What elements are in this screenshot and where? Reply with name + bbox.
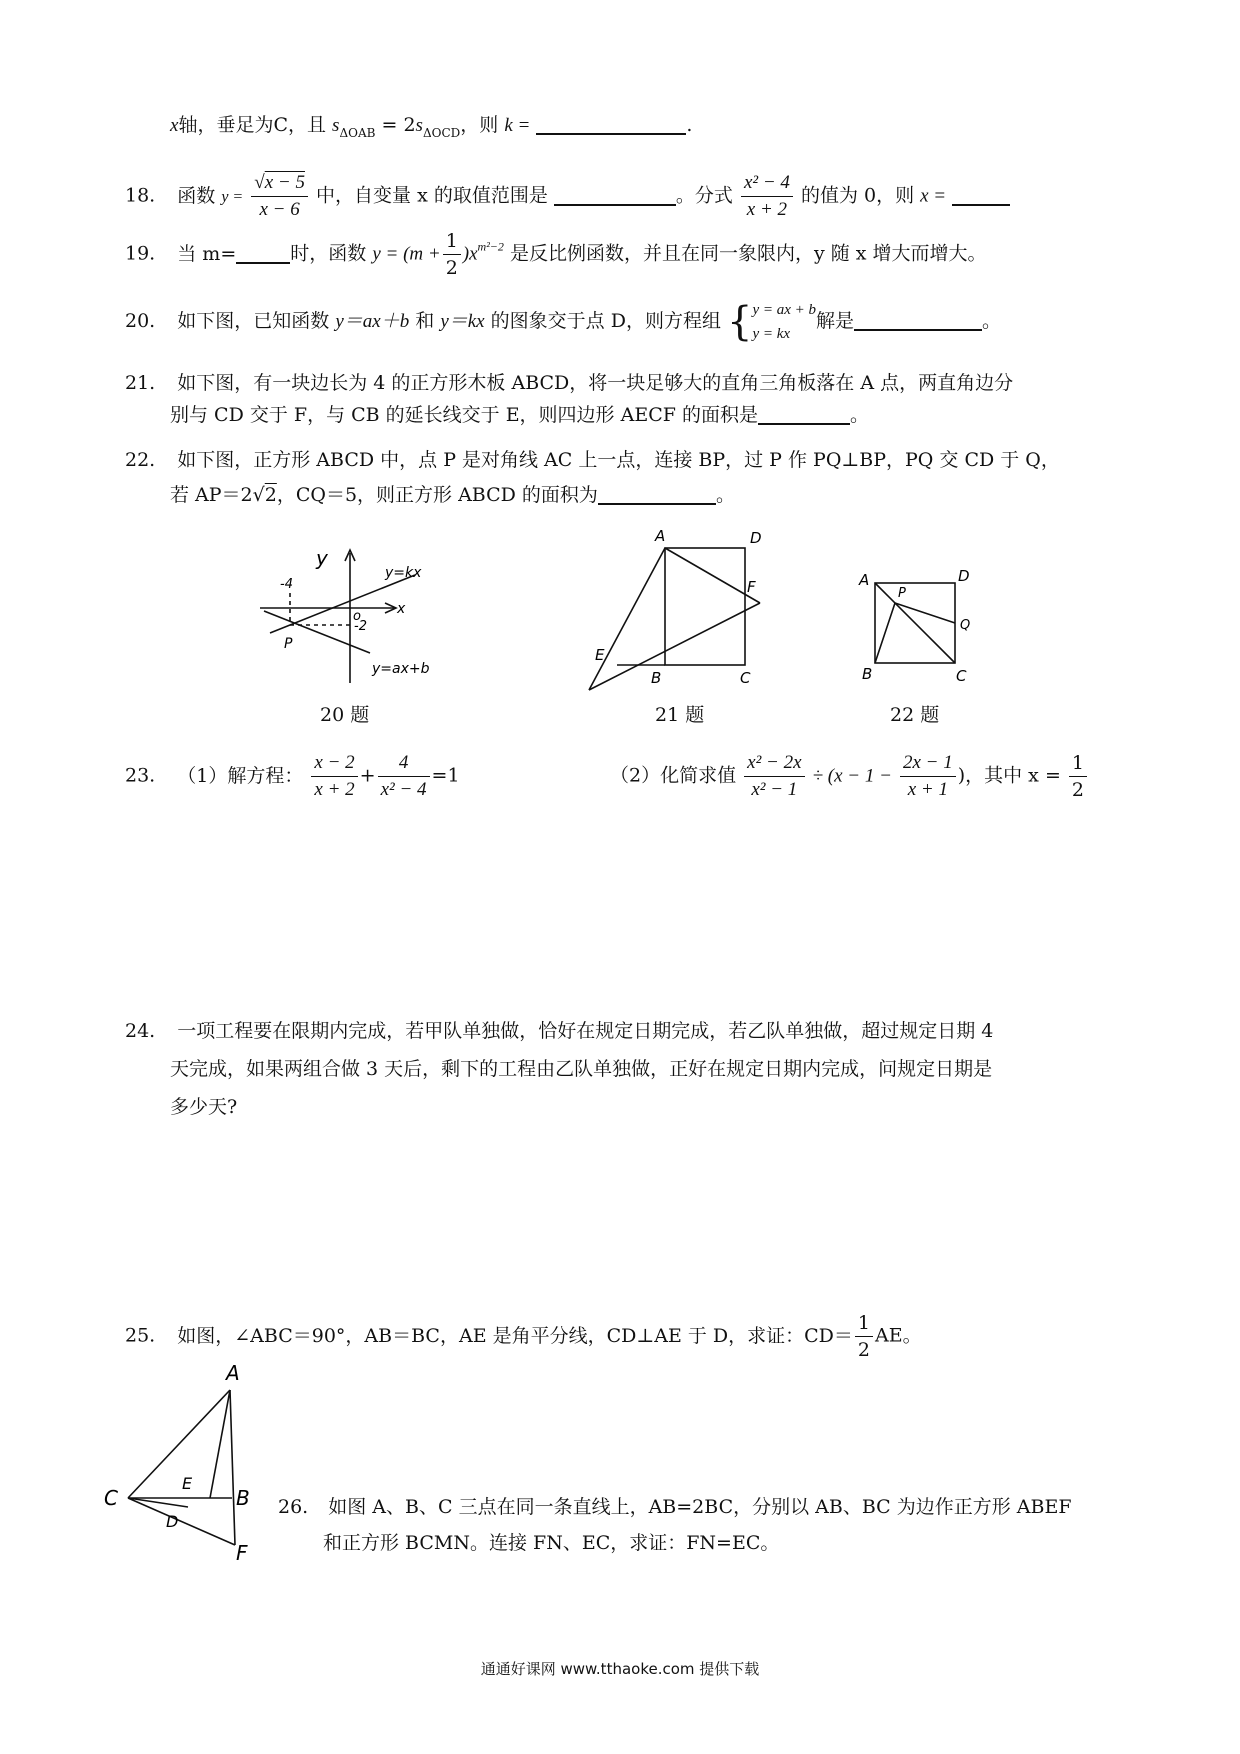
q19: [125, 228, 987, 281]
fraction-half: [1069, 750, 1087, 803]
q24-line-3: 多少天?: [170, 1096, 238, 1118]
q26-text-1: 如图 A、B、C 三点在同一条直线上，AB=2BC，分别以 AB、BC 为边作正方形 ABEF: [328, 1496, 1072, 1518]
numerator: 1: [1069, 750, 1087, 777]
question-number: 20.: [125, 310, 156, 332]
line-ef: [589, 603, 760, 690]
x-eq: x =: [920, 185, 947, 207]
line-af: [230, 1390, 235, 1545]
q22-text-3: ，CQ＝5，则正方形 ABCD 的面积为: [276, 484, 598, 506]
q18-text-2: 中，自变量 x 的取值范围是: [316, 184, 548, 207]
fraction: [311, 750, 357, 803]
q18-text-1: 函数: [177, 184, 216, 207]
label-e: E: [595, 646, 605, 664]
fraction: [900, 750, 956, 803]
q23-part-2-label: （2）化简求值: [610, 764, 737, 787]
numerator: x² − 4: [741, 170, 793, 197]
question-number: 25.: [125, 1324, 156, 1347]
fraction-sqrt: [251, 170, 308, 223]
square-abcd: [665, 548, 745, 665]
q20: [125, 298, 1001, 346]
label-o: o: [353, 609, 361, 624]
label-b: B: [651, 669, 662, 687]
question-number: 26.: [278, 1496, 309, 1518]
figure-22: [850, 565, 980, 695]
numerator: 1: [443, 228, 461, 255]
expr: y = (m +: [372, 243, 441, 265]
s-oab: s: [332, 115, 340, 136]
question-number: 22.: [125, 449, 156, 471]
sqrt: √2: [252, 484, 277, 506]
denominator: 2: [1071, 779, 1085, 801]
label-p: P: [898, 586, 906, 601]
question-number: 18.: [125, 184, 156, 207]
label-c: C: [740, 669, 751, 687]
label-a: A: [226, 1361, 240, 1385]
diagonal-ac: [875, 583, 955, 663]
q22-line-2: [170, 480, 735, 510]
label-q: Q: [960, 618, 971, 633]
system-line-1: y = ax + b: [752, 302, 817, 318]
q23-part-2: [610, 750, 1089, 803]
answer-blank[interactable]: [854, 309, 982, 331]
denominator: x² − 1: [751, 779, 798, 800]
label-x: x: [397, 601, 406, 617]
plus: +: [359, 764, 376, 787]
figure-21: [575, 525, 775, 695]
y-eq: y =: [221, 188, 244, 206]
answer-blank[interactable]: [236, 242, 290, 264]
denominator: x² − 4: [380, 779, 427, 800]
label-minus2: -2: [354, 619, 367, 634]
caption-22: 22 题: [890, 704, 940, 726]
denominator: x + 1: [907, 779, 948, 800]
q22-line-1: [125, 445, 1060, 475]
label-a: A: [655, 527, 666, 545]
figure-20: [250, 545, 470, 685]
fraction-half: [855, 1310, 873, 1363]
figure-25: [100, 1355, 270, 1565]
denominator: x − 6: [259, 199, 300, 220]
div-expr: ÷ (x − 1 −: [812, 765, 892, 787]
denominator: x + 2: [746, 199, 788, 220]
q25-text-2: AE。: [875, 1324, 922, 1347]
q21-text-3: 。: [849, 404, 869, 426]
q20-text-3: 的图象交于点 D，则方程组: [490, 310, 721, 332]
label-d: D: [166, 1512, 179, 1531]
label-b: B: [862, 665, 873, 683]
question-number: 24.: [125, 1020, 156, 1042]
k-eq: k =: [504, 115, 531, 136]
fraction: [378, 750, 430, 803]
denominator: 2: [857, 1339, 871, 1361]
q24-text-1: 一项工程要在限期内完成，若甲队单独做，恰好在规定日期完成，若乙队单独做，超过规定日期 4: [177, 1020, 994, 1042]
line-ac: [128, 1390, 230, 1498]
q25-text-1: 如图，∠ABC＝90°，AB＝BC，AE 是角平分线，CD⊥AE 于 D，求证：CD＝: [177, 1324, 853, 1347]
question-number: 21.: [125, 372, 156, 394]
denominator: 2: [445, 257, 458, 279]
caption-20: 20 题: [320, 704, 370, 726]
q20-text-2: 和: [415, 310, 435, 332]
label-a: A: [859, 571, 870, 589]
eq-two: = 2: [381, 114, 416, 136]
var-x: x: [170, 115, 179, 136]
func-2: y＝kx: [440, 311, 485, 332]
denominator: x + 2: [314, 779, 355, 800]
q22-text-2: 若 AP＝2: [170, 484, 253, 506]
label-p: P: [284, 636, 293, 652]
q20-text-1: 如下图，已知函数: [177, 310, 330, 332]
radicand: 2: [264, 484, 277, 506]
label-c: C: [104, 1486, 118, 1510]
label-e: E: [182, 1474, 193, 1493]
q20-text-5: 。: [982, 310, 1002, 332]
label-axb: y=ax+b: [372, 661, 430, 677]
equals-one: =1: [431, 764, 460, 787]
q24-line-1: [125, 1016, 993, 1046]
q26-line-2: 和正方形 BCMN。连接 FN、EC，求证：FN=EC。: [323, 1532, 780, 1554]
q17-text-b: ，则: [460, 114, 499, 136]
q23-part-1: （1）解方程：: [177, 764, 304, 787]
q19-text-1: 当 m=: [177, 242, 237, 265]
question-number: 19.: [125, 242, 156, 265]
fraction: [744, 750, 804, 803]
q22-text-4: 。: [715, 484, 735, 506]
expr2: )x: [462, 243, 478, 265]
func-1: y＝ax＋b: [335, 311, 410, 332]
fraction-half: [443, 228, 461, 281]
numerator: x − 2: [311, 750, 357, 777]
q21-line-2: [170, 400, 869, 430]
q23: [125, 750, 460, 803]
answer-blank[interactable]: [598, 483, 716, 505]
page-footer: 通通好课网 www.tthaoke.com 提供下载: [480, 1660, 760, 1678]
numerator: 2x − 1: [900, 750, 956, 777]
label-c: C: [956, 667, 967, 685]
label-y: y: [316, 546, 328, 570]
system-line-2: y = kx: [752, 326, 791, 342]
fraction: [741, 170, 793, 223]
left-brace: {: [727, 299, 753, 345]
label-kx: y=kx: [385, 565, 422, 581]
caption-21: 21 题: [655, 704, 705, 726]
sub-ocd: ΔOCD: [422, 126, 461, 140]
q21-text-1: 如下图，有一块边长为 4 的正方形木板 ABCD，将一块足够大的直角三角板落在 A 点，两直角边分: [177, 372, 1014, 394]
q21-text-2: 别与 CD 交于 F，与 CB 的延长线交于 E，则四边形 AECF 的面积是: [170, 404, 758, 426]
label-d: D: [750, 529, 762, 547]
line-bp: [875, 603, 895, 663]
q19-text-3: 是反比例函数，并且在同一象限内，y 随 x 增大而增大。: [509, 242, 987, 265]
q21-line-1: [125, 368, 1013, 398]
line-cf: [128, 1498, 235, 1545]
equation-system: [727, 298, 816, 346]
radicand: x − 5: [264, 172, 305, 193]
numerator: 4: [378, 750, 430, 777]
answer-blank[interactable]: [952, 184, 1010, 206]
answer-blank[interactable]: [758, 403, 850, 425]
q17-text-a: 轴，垂足为C，且: [178, 114, 326, 136]
q17-tail: x轴，垂足为C，且 $s_{\Delta OAB} = 2s_{\Delta OCD}$，则 k = .: [170, 114, 693, 140]
close-expr: )，其中 x =: [957, 764, 1061, 787]
label-b: B: [236, 1486, 250, 1510]
numerator: x² − 2x: [744, 750, 804, 777]
question-number: 23.: [125, 764, 156, 787]
sub-oab: ΔOAB: [339, 126, 376, 140]
label-f: F: [747, 578, 756, 596]
q19-text-2: 时，函数: [290, 242, 367, 265]
q24-line-2: 天完成，如果两组合做 3 天后，剩下的工程由乙队单独做，正好在规定日期内完成，问规定日期是: [170, 1058, 993, 1080]
label-minus4: -4: [280, 577, 293, 592]
q26-line-1: [278, 1492, 1072, 1522]
numerator: √x − 5: [251, 170, 308, 197]
label-d: D: [958, 567, 970, 585]
system-lines: [752, 298, 816, 346]
q18: [125, 170, 1010, 223]
numerator: 1: [855, 1310, 873, 1337]
q18-text-4: 的值为 0，则: [800, 184, 915, 207]
line-ae: [210, 1390, 230, 1498]
answer-blank[interactable]: [554, 184, 676, 206]
label-f: F: [236, 1541, 248, 1565]
exponent: m²−2: [477, 239, 504, 254]
q22-text-1: 如下图，正方形 ABCD 中，点 P 是对角线 AC 上一点，连接 BP，过 P 作 PQ⊥BP，PQ 交 CD 于 Q，: [177, 449, 1060, 471]
s-ocd: s: [415, 115, 423, 136]
q20-text-4: 解是: [816, 310, 855, 332]
answer-blank[interactable]: [536, 113, 686, 135]
q18-text-3: 。分式: [675, 184, 733, 207]
